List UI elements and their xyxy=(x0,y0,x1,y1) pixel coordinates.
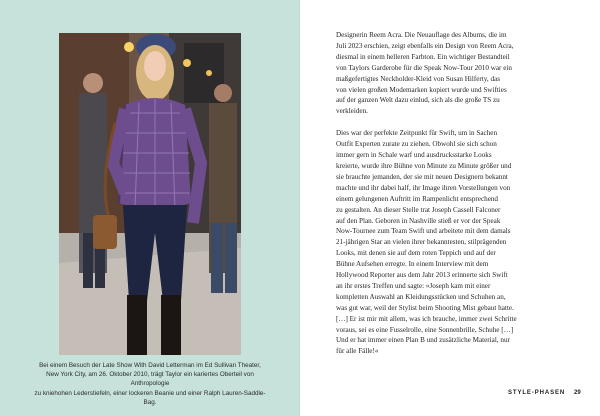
paragraph-2 xyxy=(336,128,564,357)
text-line: Outfit Experten zurate zu ziehen. Obwohl sie sich schon xyxy=(336,140,497,149)
text-line: Bühne Aufsehen erregte. In einem Interview mit dem xyxy=(336,260,489,269)
text-line: sie brauchte jemanden, der sie mit neuen Designern bekannt xyxy=(336,172,508,181)
text-line: Hollywood Reporter aus dem Jahr 2013 erinnerte sich Swift xyxy=(336,271,508,280)
text-line: 21-jährigen Star an vielen ihrer bekanntesten, stilprägenden xyxy=(336,238,507,247)
text-line: einem gelungenen Auftritt im Rampenlicht entsprechend xyxy=(336,194,499,203)
text-line: von vielen großen Modemarken kopiert wurde und Swifties xyxy=(336,85,507,94)
text-line: zu gestalten. An dieser Stelle trat Joseph Cassell Falconer xyxy=(336,205,501,214)
text-line: auf den Plan. Geboren in Nashville stieß er vor der Speak xyxy=(336,216,501,225)
photo-caption xyxy=(32,361,268,407)
text-line: […] Er ist mir mit allem, was ich brauche, immer zwei Schritte xyxy=(336,314,517,323)
text-line: Dies war der perfekte Zeitpunkt für Swift, um in Sachen xyxy=(336,129,498,138)
photo-taylor-swift-street xyxy=(59,33,241,355)
page-number: 29 xyxy=(574,390,581,396)
caption-line: Bei einem Besuch der Late Show With David Letterman im Ed Sullivan Theater, xyxy=(39,362,261,369)
text-line: diesmal in einem helleren Farbton. Ein wichtiger Bestandteil xyxy=(336,52,510,61)
text-line: maßgefertigtes Neckholder-Kleid von Susan Hilferty, das xyxy=(336,74,500,83)
text-line: Designerin Reem Acra. Die Neuauflage des Albums, die im xyxy=(336,31,507,39)
body-text xyxy=(336,30,564,368)
text-line: machte und ihr dabei half, ihr Image ihren Vorstellungen von xyxy=(336,183,511,192)
paragraph-1 xyxy=(336,30,564,117)
caption-line: New York City, am 26. Oktober 2010, trägt Taylor ein kariertes Oberteil von Anthropologie xyxy=(46,371,254,388)
caption-line: zu kniehohen Lederstiefeln, einer lockeren Beanie und einer Ralph Lauren-Saddle-Bag. xyxy=(34,389,266,406)
text-line: Und er hat immer einen Plan B und zusätzliche Material, nur xyxy=(336,336,510,345)
text-line: von Taylors Garderobe für die Speak Now-Tour 2010 war ein xyxy=(336,63,512,72)
text-line: auf der ganzen Welt dazu einlud, sich als die große TS zu xyxy=(336,96,500,105)
text-line: Now-Tournee zum Team Swift und arbeitete mit dem damals xyxy=(336,227,511,236)
text-line: für alle Fälle!« xyxy=(336,347,379,356)
text-line: Looks, mit denen sie auf dem roten Teppich und auf der xyxy=(336,249,496,258)
text-line: immer gern in Schale warf und ausdrucksstarke Looks xyxy=(336,151,492,160)
text-line: verkleiden. xyxy=(336,107,368,116)
text-line: an ihr erstes Treffen und sagte: »Joseph kam mit einer xyxy=(336,281,491,290)
text-line: Juli 2023 erschien, zeigt ebenfalls ein Design von Reem Acra, xyxy=(336,41,514,50)
text-line: kompletten Auswahl an Kleidungsstücken und Schuhen an, xyxy=(336,292,506,301)
text-line: kreierte, wurde ihre Bühne von Minute zu Minute größer und xyxy=(336,161,512,170)
text-line: voraus, sei es eine Fusselrolle, eine Sonnenbrille, Schuhe […] xyxy=(336,325,514,334)
text-line: was gut war, weil der Stylist beim Shooting Mist gebaut hatte. xyxy=(336,303,514,312)
running-head: STYLE-PHASEN xyxy=(508,390,566,396)
